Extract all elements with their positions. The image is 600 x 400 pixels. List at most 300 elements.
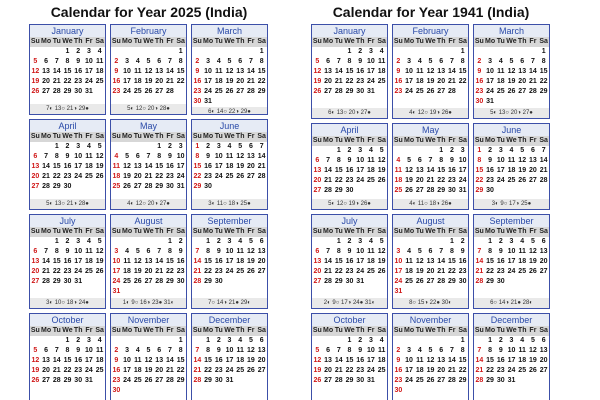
day-cell[interactable]	[323, 47, 334, 57]
day-cell[interactable]: 13	[155, 68, 164, 75]
day-cell[interactable]: 19	[144, 367, 153, 374]
day-cell[interactable]: 8	[206, 248, 211, 255]
day-cell[interactable]: 16	[214, 357, 223, 364]
day-cell[interactable]: 22	[204, 367, 212, 374]
day-cell[interactable]: 25	[496, 88, 505, 95]
day-cell[interactable]: 31	[507, 377, 516, 384]
day-cell[interactable]: 6	[259, 337, 264, 344]
day-cell[interactable]	[474, 47, 485, 57]
day-cell[interactable]: 26	[377, 177, 386, 184]
day-cell[interactable]: 29	[204, 377, 212, 384]
day-cell[interactable]: 13	[257, 248, 266, 255]
day-cell[interactable]: 1	[178, 337, 183, 344]
day-cell[interactable]	[517, 47, 528, 57]
day-cell[interactable]: 25	[236, 367, 245, 374]
day-cell[interactable]: 10	[507, 248, 516, 255]
day-cell[interactable]: 3	[368, 48, 373, 55]
day-cell[interactable]	[404, 287, 415, 297]
day-cell[interactable]: 8	[460, 347, 465, 354]
day-cell[interactable]: 28	[539, 177, 548, 184]
day-cell[interactable]: 18	[214, 78, 223, 85]
day-cell[interactable]: 25	[236, 268, 245, 275]
day-cell[interactable]	[414, 336, 425, 346]
day-cell[interactable]: 2	[477, 58, 482, 65]
day-cell[interactable]: 22	[155, 173, 164, 180]
day-cell[interactable]	[30, 142, 41, 152]
day-cell[interactable]: 18	[95, 68, 104, 75]
day-cell[interactable]: 9	[216, 347, 221, 354]
day-cell[interactable]: 6	[439, 347, 444, 354]
day-cell[interactable]: 9	[206, 153, 211, 160]
day-cell[interactable]: 5	[530, 238, 535, 245]
day-cell[interactable]: 3	[407, 58, 412, 65]
day-cell[interactable]: 11	[215, 68, 223, 75]
day-cell[interactable]: 30	[176, 278, 185, 285]
day-cell[interactable]: 28	[529, 88, 537, 95]
day-cell[interactable]	[355, 186, 366, 196]
day-cell[interactable]	[165, 336, 176, 346]
day-cell[interactable]	[333, 336, 344, 346]
day-cell[interactable]: 9	[358, 58, 363, 65]
day-cell[interactable]: 28	[166, 377, 174, 384]
day-cell[interactable]: 9	[178, 248, 183, 255]
day-cell[interactable]: 19	[377, 258, 386, 265]
day-cell[interactable]: 21	[324, 177, 332, 184]
day-cell[interactable]: 9	[396, 68, 401, 75]
day-cell[interactable]: 16	[356, 357, 365, 364]
day-cell[interactable]	[506, 186, 517, 196]
day-cell[interactable]: 5	[33, 347, 38, 354]
day-cell[interactable]	[175, 287, 186, 297]
day-cell[interactable]: 18	[496, 78, 505, 85]
day-cell[interactable]: 13	[42, 357, 50, 364]
day-cell[interactable]: 20	[313, 268, 322, 275]
day-cell[interactable]: 16	[176, 258, 185, 265]
day-cell[interactable]: 29	[345, 377, 354, 384]
day-cell[interactable]: 3	[76, 238, 81, 245]
day-cell[interactable]: 1	[336, 238, 341, 245]
day-cell[interactable]: 20	[247, 163, 255, 170]
day-cell[interactable]: 12	[133, 258, 142, 265]
day-cell[interactable]: 1	[54, 238, 59, 245]
day-cell[interactable]: 26	[95, 268, 104, 275]
day-cell[interactable]: 4	[238, 337, 243, 344]
day-cell[interactable]: 4	[509, 147, 514, 154]
day-cell[interactable]: 13	[42, 68, 50, 75]
day-cell[interactable]: 13	[155, 357, 164, 364]
day-cell[interactable]: 9	[358, 347, 363, 354]
day-cell[interactable]: 13	[324, 68, 332, 75]
day-cell[interactable]: 20	[324, 367, 332, 374]
day-cell[interactable]: 10	[214, 153, 223, 160]
day-cell[interactable]	[73, 182, 84, 192]
day-cell[interactable]	[154, 287, 165, 297]
day-cell[interactable]: 26	[95, 173, 104, 180]
day-cell[interactable]: 31	[74, 278, 83, 285]
day-cell[interactable]: 30	[214, 278, 223, 285]
day-cell[interactable]: 19	[31, 367, 40, 374]
day-cell[interactable]: 17	[74, 258, 83, 265]
day-cell[interactable]: 24	[112, 278, 121, 285]
day-cell[interactable]	[143, 336, 154, 346]
day-cell[interactable]	[132, 47, 143, 57]
day-cell[interactable]: 28	[334, 377, 343, 384]
day-cell[interactable]: 20	[529, 167, 537, 174]
day-cell[interactable]	[132, 287, 143, 297]
day-cell[interactable]	[122, 237, 133, 247]
day-cell[interactable]: 22	[334, 268, 343, 275]
day-cell[interactable]: 26	[133, 278, 142, 285]
day-cell[interactable]: 17	[507, 258, 516, 265]
day-cell[interactable]: 5	[135, 248, 140, 255]
day-cell[interactable]: 19	[405, 177, 413, 184]
day-cell[interactable]: 27	[426, 278, 435, 285]
day-cell[interactable]	[132, 142, 143, 152]
day-cell[interactable]: 15	[458, 357, 467, 364]
day-cell[interactable]: 5	[530, 337, 535, 344]
day-cell[interactable]: 25	[133, 377, 142, 384]
day-cell[interactable]: 24	[225, 268, 234, 275]
day-cell[interactable]: 7	[439, 248, 444, 255]
day-cell[interactable]: 9	[76, 58, 81, 65]
day-cell[interactable]: 20	[133, 173, 142, 180]
day-cell[interactable]: 18	[518, 258, 527, 265]
day-cell[interactable]: 29	[155, 183, 164, 190]
day-cell[interactable]: 22	[176, 78, 185, 85]
day-cell[interactable]: 4	[135, 58, 140, 65]
day-cell[interactable]: 12	[518, 157, 527, 164]
day-cell[interactable]: 29	[63, 88, 72, 95]
day-cell[interactable]: 9	[167, 153, 172, 160]
day-cell[interactable]: 22	[458, 367, 467, 374]
day-cell[interactable]: 17	[214, 163, 223, 170]
day-cell[interactable]: 12	[507, 68, 516, 75]
day-cell[interactable]: 3	[407, 347, 412, 354]
day-cell[interactable]: 28	[42, 183, 50, 190]
day-cell[interactable]: 7	[44, 248, 49, 255]
day-cell[interactable]	[122, 142, 133, 152]
day-cell[interactable]: 22	[345, 367, 354, 374]
day-cell[interactable]: 3	[125, 58, 130, 65]
day-cell[interactable]: 28	[448, 377, 456, 384]
day-cell[interactable]	[457, 287, 468, 297]
day-cell[interactable]: 16	[112, 367, 121, 374]
day-cell[interactable]: 6	[520, 58, 525, 65]
day-cell[interactable]: 30	[448, 187, 456, 194]
day-cell[interactable]: 14	[426, 167, 435, 174]
day-cell[interactable]: 3	[76, 143, 81, 150]
day-cell[interactable]: 3	[460, 147, 465, 154]
day-cell[interactable]: 26	[507, 88, 516, 95]
day-cell[interactable]: 20	[257, 357, 266, 364]
day-cell[interactable]: 27	[437, 377, 446, 384]
day-cell[interactable]: 11	[85, 153, 93, 160]
day-cell[interactable]	[495, 47, 506, 57]
day-cell[interactable]	[122, 386, 133, 396]
day-cell[interactable]: 18	[394, 177, 403, 184]
day-cell[interactable]: 11	[405, 258, 413, 265]
day-cell[interactable]	[246, 182, 257, 192]
day-cell[interactable]: 29	[458, 377, 467, 384]
day-cell[interactable]: 5	[315, 347, 320, 354]
day-cell[interactable]: 29	[166, 278, 174, 285]
day-cell[interactable]: 10	[74, 153, 83, 160]
day-cell[interactable]: 2	[449, 147, 454, 154]
day-cell[interactable]: 24	[367, 367, 375, 374]
day-cell[interactable]: 5	[428, 58, 433, 65]
day-cell[interactable]: 20	[426, 268, 435, 275]
day-cell[interactable]: 14	[42, 163, 50, 170]
day-cell[interactable]: 24	[507, 268, 516, 275]
day-cell[interactable]: 8	[54, 248, 59, 255]
day-cell[interactable]: 16	[394, 367, 403, 374]
day-cell[interactable]: 17	[204, 78, 212, 85]
day-cell[interactable]	[538, 186, 549, 196]
day-cell[interactable]: 19	[529, 258, 537, 265]
day-cell[interactable]: 11	[225, 153, 234, 160]
day-cell[interactable]: 12	[313, 68, 322, 75]
day-cell[interactable]	[122, 336, 133, 346]
day-cell[interactable]: 8	[477, 157, 482, 164]
day-cell[interactable]: 23	[356, 78, 365, 85]
day-cell[interactable]: 17	[507, 357, 516, 364]
day-cell[interactable]: 20	[415, 177, 424, 184]
day-cell[interactable]	[132, 386, 143, 396]
day-cell[interactable]: 1	[488, 238, 493, 245]
day-cell[interactable]: 19	[95, 163, 104, 170]
day-cell[interactable]	[111, 142, 122, 152]
day-cell[interactable]: 7	[326, 248, 331, 255]
day-cell[interactable]: 27	[42, 88, 50, 95]
day-cell[interactable]: 18	[133, 78, 142, 85]
day-cell[interactable]	[312, 237, 323, 247]
day-cell[interactable]: 1	[449, 238, 454, 245]
day-cell[interactable]: 25	[133, 88, 142, 95]
day-cell[interactable]: 2	[498, 238, 503, 245]
day-cell[interactable]	[447, 287, 458, 297]
day-cell[interactable]: 23	[356, 367, 365, 374]
day-cell[interactable]: 6	[326, 58, 331, 65]
day-cell[interactable]: 1	[460, 337, 465, 344]
day-cell[interactable]	[366, 186, 377, 196]
day-cell[interactable]: 14	[52, 357, 61, 364]
day-cell[interactable]: 21	[193, 268, 202, 275]
day-cell[interactable]: 20	[437, 367, 446, 374]
day-cell[interactable]: 18	[507, 167, 516, 174]
day-cell[interactable]: 29	[486, 278, 494, 285]
day-cell[interactable]: 21	[539, 167, 548, 174]
day-cell[interactable]: 31	[458, 187, 467, 194]
day-cell[interactable]: 12	[247, 347, 255, 354]
day-cell[interactable]: 7	[326, 157, 331, 164]
day-cell[interactable]: 7	[195, 347, 200, 354]
day-cell[interactable]: 25	[112, 183, 121, 190]
day-cell[interactable]: 10	[458, 157, 467, 164]
day-cell[interactable]: 21	[257, 163, 266, 170]
day-cell[interactable]: 10	[225, 347, 234, 354]
day-cell[interactable]: 28	[426, 187, 435, 194]
day-cell[interactable]	[323, 237, 334, 247]
day-cell[interactable]: 30	[356, 377, 365, 384]
day-cell[interactable]: 20	[155, 367, 164, 374]
day-cell[interactable]: 2	[216, 238, 221, 245]
day-cell[interactable]: 13	[539, 248, 548, 255]
day-cell[interactable]: 29	[257, 88, 266, 95]
day-cell[interactable]	[436, 237, 447, 247]
day-cell[interactable]	[154, 47, 165, 57]
day-cell[interactable]: 25	[123, 278, 131, 285]
day-cell[interactable]: 14	[448, 357, 456, 364]
day-cell[interactable]: 28	[324, 187, 332, 194]
day-cell[interactable]: 29	[334, 187, 343, 194]
day-cell[interactable]: 21	[155, 268, 164, 275]
day-cell[interactable]: 23	[112, 377, 121, 384]
day-cell[interactable]: 31	[85, 377, 93, 384]
day-cell[interactable]: 19	[377, 167, 386, 174]
day-cell[interactable]	[393, 47, 404, 57]
day-cell[interactable]: 10	[225, 248, 234, 255]
day-cell[interactable]: 16	[74, 68, 83, 75]
day-cell[interactable]: 14	[539, 157, 548, 164]
day-cell[interactable]: 6	[238, 58, 243, 65]
day-cell[interactable]: 14	[475, 357, 484, 364]
day-cell[interactable]: 21	[475, 268, 484, 275]
day-cell[interactable]	[312, 336, 323, 346]
day-cell[interactable]: 1	[206, 337, 211, 344]
day-cell[interactable]	[414, 287, 425, 297]
day-cell[interactable]: 24	[85, 78, 93, 85]
day-cell[interactable]: 5	[417, 248, 422, 255]
day-cell[interactable]: 11	[112, 163, 121, 170]
day-cell[interactable]: 6	[248, 143, 253, 150]
day-cell[interactable]: 8	[178, 58, 183, 65]
day-cell[interactable]: 29	[63, 377, 72, 384]
day-cell[interactable]	[30, 237, 41, 247]
day-cell[interactable]: 5	[97, 143, 102, 150]
day-cell[interactable]: 19	[426, 78, 435, 85]
day-cell[interactable]: 9	[114, 68, 119, 75]
day-cell[interactable]: 14	[257, 153, 266, 160]
day-cell[interactable]: 6	[44, 347, 49, 354]
day-cell[interactable]: 22	[448, 268, 456, 275]
day-cell[interactable]	[333, 47, 344, 57]
day-cell[interactable]: 18	[236, 258, 245, 265]
day-cell[interactable]: 16	[166, 163, 174, 170]
day-cell[interactable]: 12	[415, 258, 424, 265]
day-cell[interactable]: 2	[114, 347, 119, 354]
day-cell[interactable]: 6	[146, 248, 151, 255]
day-cell[interactable]	[517, 376, 528, 386]
day-cell[interactable]: 16	[356, 68, 365, 75]
day-cell[interactable]	[376, 376, 387, 386]
day-cell[interactable]: 7	[477, 347, 482, 354]
day-cell[interactable]: 2	[76, 337, 81, 344]
day-cell[interactable]	[175, 386, 186, 396]
day-cell[interactable]: 10	[405, 357, 413, 364]
day-cell[interactable]: 12	[236, 153, 245, 160]
day-cell[interactable]: 17	[112, 268, 121, 275]
day-cell[interactable]	[376, 87, 387, 97]
day-cell[interactable]: 21	[426, 177, 435, 184]
day-cell[interactable]: 30	[74, 88, 83, 95]
day-cell[interactable]: 4	[407, 248, 412, 255]
day-cell[interactable]: 26	[247, 367, 255, 374]
day-cell[interactable]: 1	[54, 143, 59, 150]
day-cell[interactable]: 21	[193, 367, 202, 374]
day-cell[interactable]: 2	[396, 347, 401, 354]
day-cell[interactable]	[111, 237, 122, 247]
day-cell[interactable]: 29	[52, 183, 61, 190]
day-cell[interactable]: 23	[486, 177, 494, 184]
day-cell[interactable]	[224, 277, 235, 287]
day-cell[interactable]: 12	[529, 347, 537, 354]
day-cell[interactable]: 21	[42, 268, 50, 275]
day-cell[interactable]: 28	[144, 183, 153, 190]
day-cell[interactable]	[414, 237, 425, 247]
day-cell[interactable]: 28	[448, 88, 456, 95]
day-cell[interactable]: 23	[166, 173, 174, 180]
day-cell[interactable]: 11	[123, 258, 131, 265]
day-cell[interactable]: 11	[416, 68, 424, 75]
day-cell[interactable]: 17	[367, 357, 375, 364]
day-cell[interactable]: 25	[415, 88, 424, 95]
day-cell[interactable]: 2	[206, 143, 211, 150]
day-cell[interactable]: 24	[225, 367, 234, 374]
day-cell[interactable]	[192, 336, 203, 346]
day-cell[interactable]: 4	[520, 238, 525, 245]
day-cell[interactable]: 25	[225, 173, 234, 180]
day-cell[interactable]: 29	[204, 278, 212, 285]
day-cell[interactable]: 11	[367, 157, 375, 164]
day-cell[interactable]: 31	[367, 377, 375, 384]
day-cell[interactable]	[213, 182, 224, 192]
day-cell[interactable]: 22	[437, 177, 446, 184]
day-cell[interactable]: 8	[195, 153, 200, 160]
day-cell[interactable]: 22	[257, 78, 266, 85]
day-cell[interactable]: 2	[498, 337, 503, 344]
day-cell[interactable]: 26	[313, 377, 322, 384]
day-cell[interactable]	[235, 47, 246, 57]
day-cell[interactable]: 14	[247, 68, 255, 75]
day-cell[interactable]: 25	[214, 88, 223, 95]
day-cell[interactable]: 17	[356, 258, 365, 265]
day-cell[interactable]	[404, 237, 415, 247]
day-cell[interactable]: 10	[85, 347, 93, 354]
day-cell[interactable]	[517, 97, 528, 107]
day-cell[interactable]: 7	[530, 58, 535, 65]
day-cell[interactable]: 28	[324, 278, 332, 285]
day-cell[interactable]	[256, 277, 267, 287]
day-cell[interactable]	[425, 237, 436, 247]
day-cell[interactable]: 25	[85, 268, 93, 275]
day-cell[interactable]: 1	[439, 147, 444, 154]
day-cell[interactable]: 7	[167, 58, 172, 65]
day-cell[interactable]	[84, 277, 95, 287]
day-cell[interactable]: 29	[486, 377, 494, 384]
day-cell[interactable]: 3	[227, 337, 232, 344]
day-cell[interactable]: 10	[85, 58, 93, 65]
day-cell[interactable]: 7	[157, 248, 162, 255]
day-cell[interactable]: 15	[475, 167, 484, 174]
day-cell[interactable]: 14	[193, 357, 202, 364]
day-cell[interactable]: 4	[379, 48, 384, 55]
day-cell[interactable]: 23	[345, 268, 354, 275]
day-cell[interactable]: 9	[396, 357, 401, 364]
day-cell[interactable]: 1	[65, 48, 70, 55]
day-cell[interactable]	[224, 182, 235, 192]
day-cell[interactable]: 27	[31, 183, 40, 190]
day-cell[interactable]: 10	[394, 258, 403, 265]
